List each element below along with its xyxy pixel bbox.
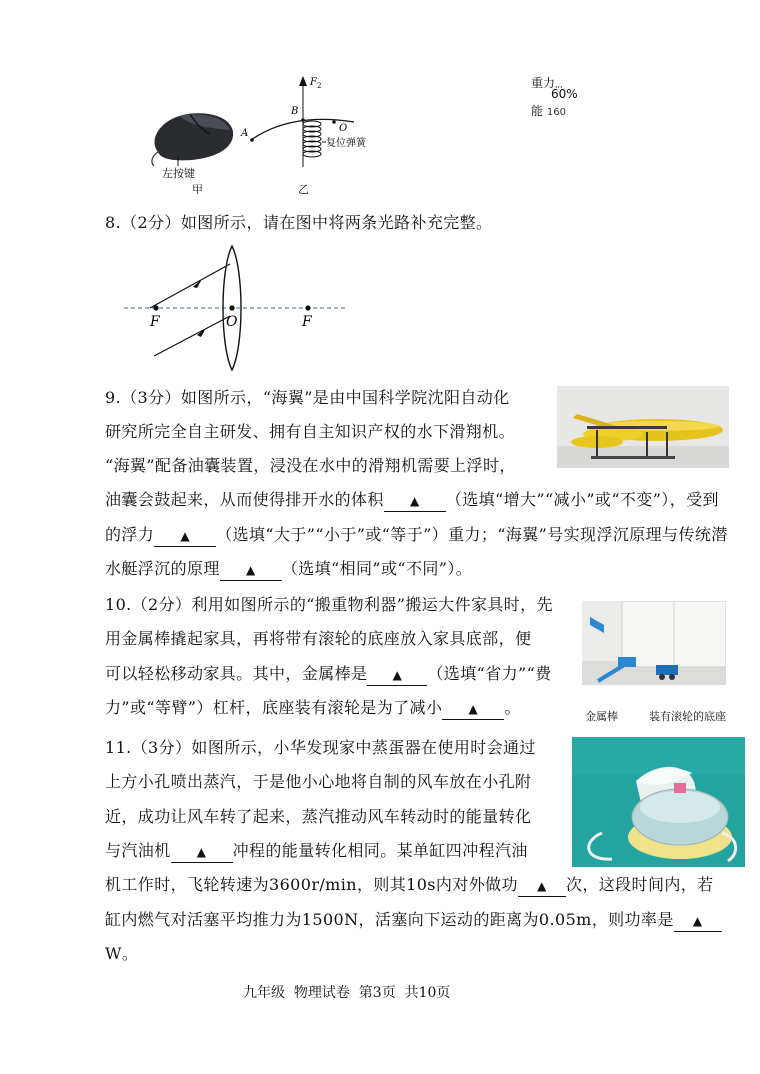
q9-line-2: 研究所完全自主研发、拥有自主知识产权的水下滑翔机。 [105,422,516,441]
furniture-mover-image [582,601,726,685]
answer-blank[interactable]: ▲ [442,698,504,720]
figure-mouse [140,100,250,180]
cutoff-fragment: 重力,,, 60% 能 160 [531,76,578,118]
q9-line-1: 9.（3分）如图所示，“海翼”是由中国科学院沈阳自动化 [105,388,510,407]
lens-ray-diagram [120,240,360,380]
q9-line-4: 油囊会鼓起来，从而使得排开水的体积 ▲ （选填“增大”“减小”或“不变”），受到 [105,483,719,517]
glider-photo [557,386,729,468]
label-b: B [291,106,299,117]
q9-line-6: 水艇浮沉的原理 ▲ （选填“相同”或“不同”）。 [105,552,472,586]
figure-label-yi: 乙 [298,183,309,196]
underwater-glider-image [557,386,729,468]
mover-photo [582,601,726,685]
label-f2-sub: 2 [317,82,322,90]
label-o-center: O [226,314,238,330]
figure-label-jia: 甲 [192,183,203,196]
q9-line-3: “海翼”配备油囊装置，浸没在水中的滑翔机需要上浮时， [105,456,516,475]
answer-blank[interactable]: ▲ [220,559,282,581]
label-spring: 复位弹簧 [326,138,366,149]
q11-line-4: 与汽油机 ▲ 冲程的能量转化相同。某单缸四冲程汽油 [105,834,528,868]
label-f-left: F [150,314,160,330]
answer-blank[interactable]: ▲ [367,664,427,686]
q11-line-2: 上方小孔喷出蒸汽，于是他小心地将自制的风车放在小孔附 [105,772,532,791]
q11-line-5: 机工作时，飞轮转速为3600r/min，则其10s内对外做功 ▲ 次，这段时间内，若 [105,868,714,902]
mouse-icon [140,100,250,180]
page-footer: 九年级 物理试卷 第3页 共10页 [243,985,451,1001]
q11-line-3: 近，成功让风车转了起来，蒸汽推动风车转动时的能量转化 [105,807,532,826]
label-a: A [241,128,249,139]
q10-line-3: 可以轻松移动家具。其中，金属棒是 ▲ （选填“省力”“费 [105,657,552,691]
label-f2: F [310,77,317,88]
caption-base: 装有滚轮的底座 [649,710,726,723]
steamer-photo [572,737,745,867]
answer-blank[interactable]: ▲ [171,841,233,863]
q10-line-4: 力”或“等臂”）杠杆，底座装有滚轮是为了减小 ▲ 。 [105,691,521,725]
caption-rod: 金属棒 [585,710,618,723]
q11-line-1: 11.（3分）如图所示，小华发现家中蒸蛋器在使用时会通过 [105,738,536,757]
q9-line-5: 的浮力 ▲ （选填“大于”“小于”或“等于”）重力；“海翼”号实现浮沉原理与传统潜 [105,518,728,552]
answer-blank[interactable]: ▲ [154,525,216,547]
answer-blank[interactable]: ▲ [674,910,722,932]
label-f-right: F [302,314,312,330]
answer-blank[interactable]: ▲ [518,875,566,897]
label-o: O [339,123,348,134]
lever-spring-diagram [236,72,386,172]
q11-line-7: W。 [105,944,139,963]
q11-line-6: 缸内燃气对活塞平均推力为1500N，活塞向下运动的距离为0.05m，则功率是 ▲ [105,903,722,937]
egg-steamer-image [572,737,745,867]
mouse-caption: 左按键 [162,167,195,180]
q10-line-1: 10.（2分）利用如图所示的“搬重物利器”搬运大件家具时，先 [105,595,553,614]
question-8: 8.（2分）如图所示，请在图中将两条光路补充完整。 [105,213,493,232]
answer-blank[interactable]: ▲ [384,490,446,512]
q10-line-2: 用金属棒撬起家具，再将带有滚轮的底座放入家具底部，便 [105,629,532,648]
